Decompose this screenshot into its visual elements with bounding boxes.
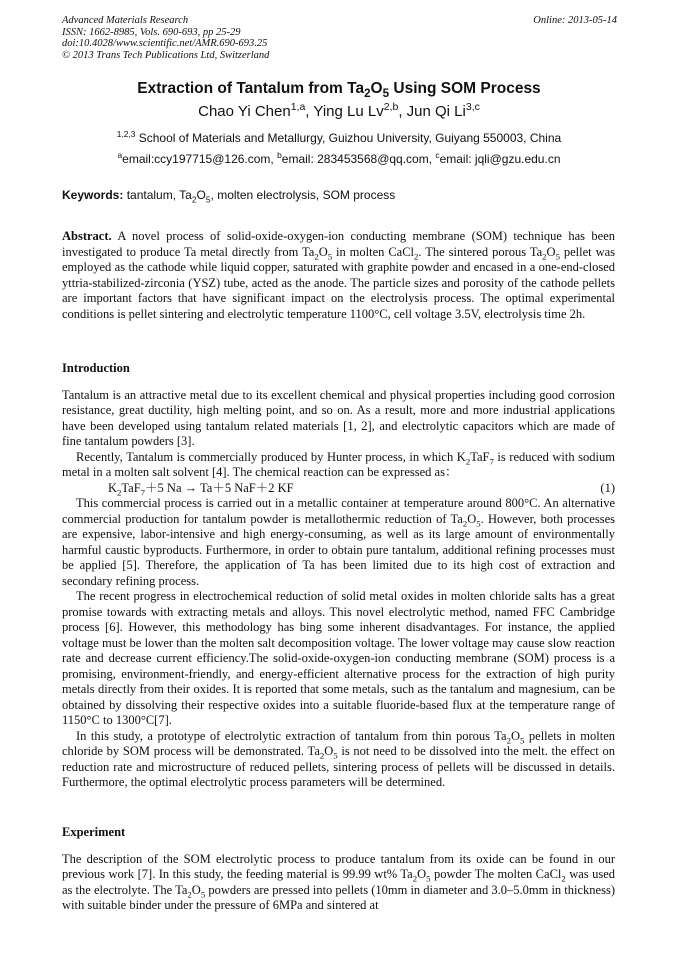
paragraph-text: is reduced with sodium metal in a molten salt solvent [4]. The chemical reaction can be expressed as： [62, 449, 615, 479]
paragraph-text: powder The molten CaCl [430, 867, 562, 881]
title-text: Extraction of Tantalum from Ta [137, 80, 365, 97]
abstract-text: in molten CaCl [332, 244, 415, 259]
author-marker: 3,c [465, 101, 480, 113]
author-marker: 2,b [383, 101, 399, 113]
abstract-text: O [546, 244, 556, 259]
equation-subscript: 7 [140, 487, 146, 497]
keywords-label: Keywords: [62, 188, 124, 202]
email-marker: c [435, 150, 440, 160]
email-address: email:ccy197715@126.com, [122, 152, 278, 166]
paragraph-text: is not need to be dissolved into the melt. the effect on reduction rate and microstructure of reduced pellets, sintering process of pellets will be discussed in details. Furthermore, the optimal electrolytic process parameters will be determined. [62, 744, 615, 789]
title-subscript: 5 [382, 87, 390, 101]
email-line [0, 152, 678, 166]
author-name: Jun Qi Li [406, 103, 466, 120]
body-paragraph [62, 729, 615, 791]
title-text: Using SOM Process [389, 80, 541, 97]
author-list: Chao Yi Chen$^{1,a}$, Ying Lu Lv$^{2,b}$, Jun Qi Li$^{3,c}$ [198, 101, 480, 120]
equation-number: (1) [600, 480, 615, 495]
author-name: Chao Yi Chen [198, 103, 291, 120]
abstract-text: . The sintered porous Ta [418, 244, 543, 259]
paragraph-text: powders are pressed into pellets (10mm in diameter and 3.0–5.0mm in thickness) with suitable binder under the pressure of 6MPa and sintered at [62, 882, 615, 912]
email-address: email: jqli@gzu.edu.cn [439, 152, 561, 166]
email-address: email: 283453568@qq.com, [281, 152, 436, 166]
affiliation-marker: 1,2,3 [116, 129, 136, 139]
keywords-text: , molten electrolysis, SOM process [210, 188, 396, 202]
paragraph-text: pellets in molten chloride by SOM process will be demonstrated. Ta [62, 728, 615, 758]
author-name: Ying Lu Lv [313, 103, 384, 120]
paragraph-text: O [417, 867, 427, 881]
body-paragraph [62, 450, 615, 481]
title-subscript: 2 [364, 87, 371, 101]
paragraph-subscript: 5 [520, 735, 525, 745]
paragraph-subscript: 2 [462, 518, 468, 528]
paragraph-text: O [324, 744, 334, 758]
online-date: Online: 2013-05-14 [533, 15, 617, 26]
paragraph-text: This commercial process is carried out in a metallic container at temperature around 800°C. An alternative commercial production for tantalum powder is metallothermic reduction of Ta [62, 496, 615, 526]
abstract-subscript: 5 [327, 251, 333, 261]
keywords-text: tantalum, Ta [123, 188, 192, 202]
paragraph-subscript: 5 [333, 750, 338, 761]
doi-line: doi:10.4028/www.scientific.net/AMR.690-693.25 [62, 38, 268, 49]
paragraph-text: was used as the electrolyte. The Ta [62, 867, 615, 897]
body-paragraph [62, 852, 615, 914]
paragraph-text: In this study, a prototype of electrolytic extraction of tantalum from thin porous Ta [76, 728, 507, 743]
email-marker: a [117, 150, 123, 160]
paragraph-text: O [467, 511, 477, 526]
equation-text: K [108, 480, 118, 495]
paragraph-subscript: 5 [476, 518, 481, 528]
introduction-section [62, 361, 615, 791]
affiliation [0, 131, 678, 145]
keywords-text: O [196, 188, 206, 202]
keywords [62, 188, 617, 205]
abstract-label: Abstract. [62, 229, 112, 243]
paragraph-text: O [191, 882, 201, 897]
abstract-subscript: 2 [414, 251, 419, 261]
paragraph-text: Recently, Tantalum is commercially produced by Hunter process, in which K [76, 449, 466, 464]
keywords-subscript: 5 [205, 194, 211, 205]
abstract-text: A novel process of solid-oxide-oxygen-ion conducting membrane (SOM) technique has been investigated to produce Ta metal directly from Ta [62, 229, 615, 259]
issn-line: ISSN: 1662-8985, Vols. 690-693, pp 25-29 [62, 26, 241, 38]
journal-header [62, 15, 617, 61]
equation-body [108, 481, 294, 497]
paragraph-subscript: 5 [426, 873, 431, 884]
paragraph-subscript: 2 [187, 889, 192, 899]
author-marker: 1,a [290, 101, 306, 113]
email-marker: b [277, 150, 282, 160]
body-paragraph: The recent progress in electrochemical reduction of solid metal oxides in molten chloride salts has a great promise towards with extracting metals and alloys. This novel electrolytic method, named FFC Cambridge process [6]. However, this methodology has bing some inherent disadvantages. For instance, the applied voltage must be lower than the molten salt decomposition voltage. The lower voltage may cause slow reaction rate and decrease current efficiency.The solid-oxide-oxygen-ion conducting membrane (SOM) process is a promising, environment-friendly, and energy-efficient alternative process for the extraction of high purity metals directly from their oxides. It is reported that some metals, such as the tantalum and magnesium, can be obtained by dissolving their respective oxides into a suitable fluoride-based flux at the temperature range of 1150°C to 1300°C[7]. [62, 589, 615, 727]
paragraph-text: . However, both processes are expensive, labor-intensive and high energy-consuming, as well as its large amount of environmentally harmful caustic byproducts. Furthermore, in order to obtain pure tantalum, additional refining processes must be applied [5]. Therefore, the application of Ta has been limited due to its high cost of extraction and secondary refining process. [62, 511, 615, 588]
paragraph-text: The description of the SOM electrolytic process to produce tantalum from its oxide can be found in our previous work [7]. In this study, the feeding material is 99.99 wt% Ta [62, 851, 615, 881]
equation-subscript: 2 [117, 487, 122, 497]
paper-title [0, 80, 678, 101]
abstract-subscript: 5 [555, 251, 560, 261]
paragraph-text: TaF [470, 449, 490, 464]
paragraph-subscript: 2 [319, 750, 325, 761]
body-paragraph [62, 496, 615, 589]
equation-text: ＋5 Na → Ta＋5 NaF＋2 KF [145, 480, 294, 495]
abstract-paragraph [62, 229, 615, 322]
journal-name: Advanced Materials Research [62, 15, 189, 26]
paragraph-subscript: 2 [561, 873, 566, 884]
abstract-text: pellet was employed as the cathode while liquid copper, saturated with graphite powder and encased in a one-end-closed yttria-stabilized-zirconia (YSZ) tube, acted as the anode. The particle sizes and porosity of the cathode pellets are important factors that have significant impact on the electrolysis process. The optimal experimental conditions is pellet sintering and electrolytic temperature 1100°C, cell voltage 3.5V, electrolysis time 2h. [62, 244, 616, 321]
abstract [62, 229, 615, 322]
section-heading: Experiment [62, 825, 126, 839]
paragraph-subscript: 5 [200, 889, 206, 899]
copyright-line: © 2013 Trans Tech Publications Ltd, Switzerland [62, 49, 270, 61]
paragraph-subscript: 7 [489, 456, 494, 466]
paragraph-subscript: 2 [506, 735, 511, 745]
abstract-subscript: 2 [314, 251, 319, 261]
experiment-section [62, 825, 615, 914]
abstract-subscript: 2 [542, 251, 547, 261]
title-text: O [370, 80, 383, 97]
paragraph-text: O [510, 728, 521, 743]
keywords-subscript: 2 [191, 194, 197, 205]
paragraph-subscript: 2 [465, 456, 471, 466]
equation-text: TaF [121, 480, 141, 495]
abstract-text: O [318, 244, 328, 259]
equation-1 [62, 481, 615, 497]
body-paragraph: Tantalum is an attractive metal due to its excellent chemical and physical properties including good corrosion resistance, great ductility, high melting point, and so on. As a result, more and more industrial applications have been developed using tantalum related materials [1, 2], and electrolytic capacitors which are made of fine tantalum powders [3]. [62, 387, 615, 448]
affiliation-text: School of Materials and Metallurgy, Guizhou University, Guiyang 550003, China [135, 131, 562, 145]
section-heading: Introduction [62, 361, 130, 375]
paragraph-subscript: 2 [412, 873, 418, 884]
